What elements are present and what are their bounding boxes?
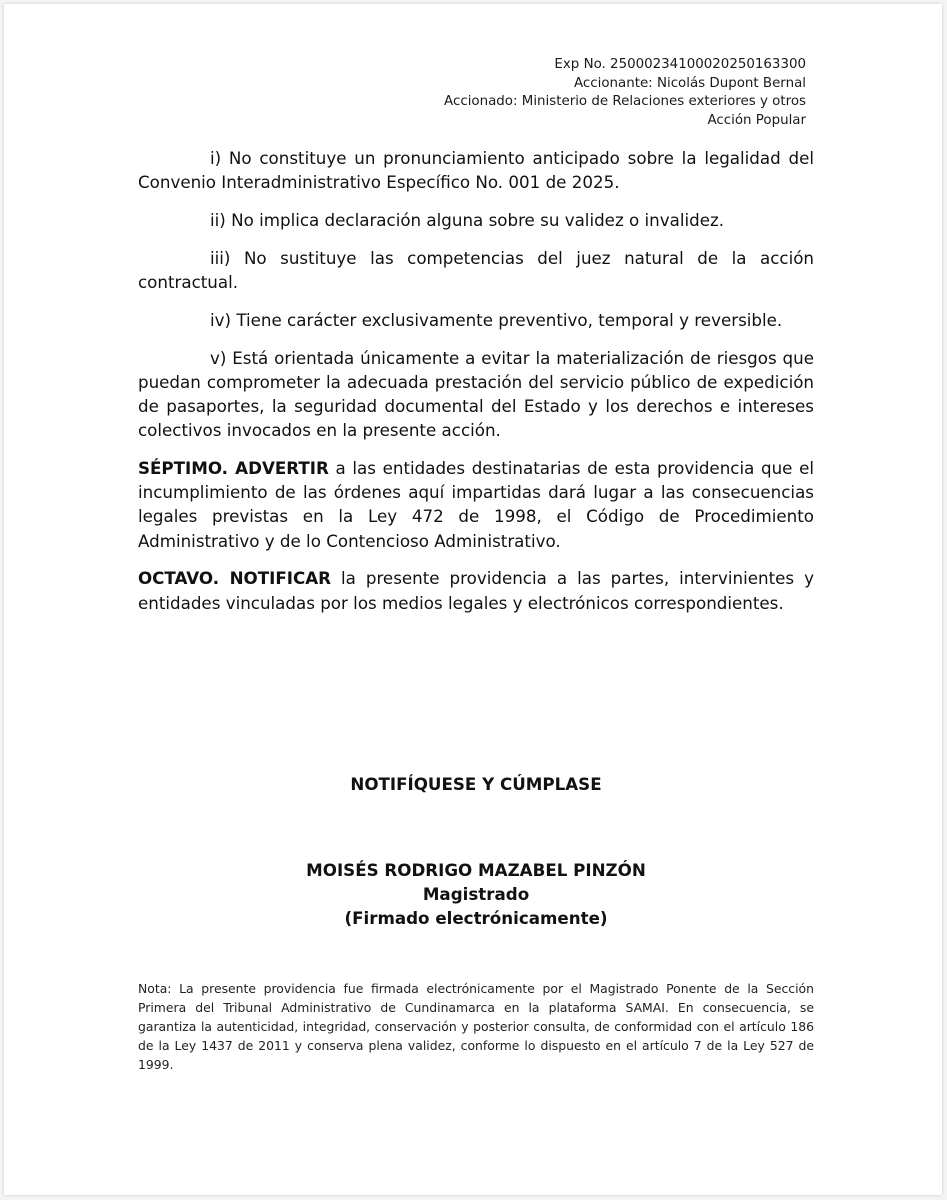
- list-item: v) Está orientada únicamente a evitar la materialización de riesgos que puedan comprometer la adecuada prestación del servicio público de expedición de pasaportes, la seguridad documental del Estado y los derechos e intereses colectivos invocados en la presente acción.: [138, 347, 814, 441]
- footnote: Nota: La presente providencia fue firmada electrónicamente por el Magistrado Ponente de la Sección Primera del Tribunal Administrativo de Cundinamarca en la plataforma SAMAI. En consecuencia, se garantiza la autenticidad, integridad, conservación y posterior consulta, de conformidad con el artículo 186 de la Ley 1437 de 2011 y conserva plena validez, conforme lo dispuesto en el artículo 7 de la Ley 527 de 1999.: [138, 981, 814, 1072]
- octavo-paragraph: [138, 566, 814, 614]
- action-type: Acción Popular: [707, 112, 806, 128]
- list-item: i) No constituye un pronunciamiento anticipado sobre la legalidad del Convenio Interadministrativo Específico No. 001 de 2025.: [138, 148, 814, 193]
- septimo-paragraph: [138, 456, 814, 553]
- closing-formula: NOTIFÍQUESE Y CÚMPLASE: [350, 774, 602, 794]
- signer-role: Magistrado: [422, 884, 530, 904]
- signer-name: MOISÉS RODRIGO MAZABEL PINZÓN: [306, 860, 646, 880]
- case-number: Exp No. 25000234100020250163300: [554, 57, 806, 72]
- signature-note: (Firmado electrónicamente): [344, 908, 608, 928]
- case-header: [444, 56, 806, 130]
- septimo-label: SÉPTIMO. ADVERTIR: [138, 458, 329, 478]
- plaintiff-line: Accionante: Nicolás Dupont Bernal: [573, 75, 806, 91]
- septimo-text: a las entidades destinatarias de esta providencia que el incumplimiento de las órdenes aquí impartidas dará lugar a las consecuencias legales previstas en la Ley 472 de 1998, el Código de Procedimiento Administrativo y de lo Contencioso Administrativo.: [138, 458, 814, 551]
- octavo-text: la presente providencia a las partes, intervinientes y entidades vinculadas por los medios legales y electrónicos correspondientes.: [138, 568, 814, 613]
- octavo-label: OCTAVO. NOTIFICAR: [138, 568, 331, 589]
- document-body: [138, 146, 814, 628]
- signature-block: [138, 858, 814, 930]
- defendant-line: Accionado: Ministerio de Relaciones exteriores y otros: [444, 94, 806, 109]
- list-item: iii) No sustituye las competencias del juez natural de la acción contractual.: [138, 247, 814, 292]
- list-item: iv) Tiene carácter exclusivamente preventivo, temporal y reversible.: [210, 309, 783, 330]
- list-item: ii) No implica declaración alguna sobre su validez o invalidez.: [210, 210, 725, 230]
- document-page: [4, 4, 942, 1195]
